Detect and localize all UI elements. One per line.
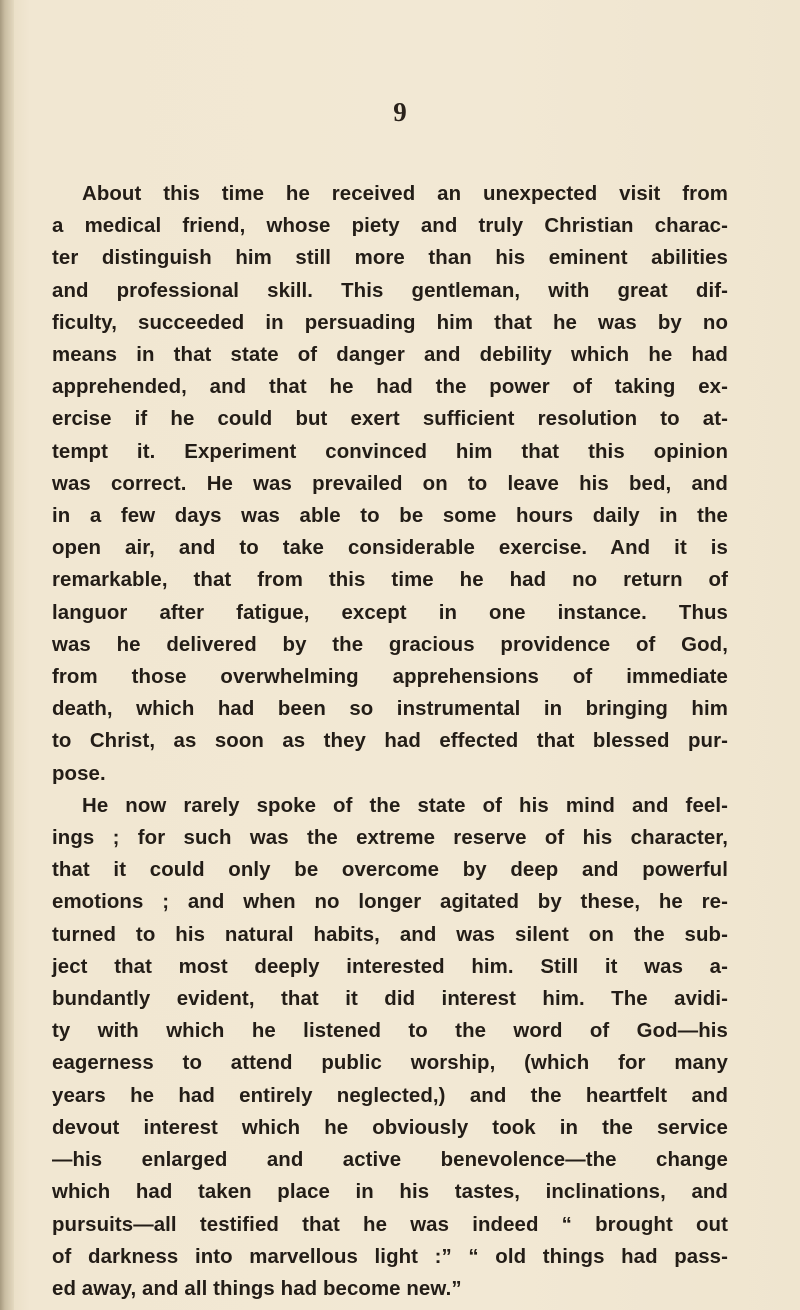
text-line: languor after fatigue, except in one instance. Thus xyxy=(52,601,728,624)
text-line: death, which had been so instrumental in bringing him xyxy=(52,698,728,721)
text-line: to Christ, as soon as they had effected that blessed pur- xyxy=(52,730,728,753)
text-line: ty with which he listened to the word of God—his xyxy=(52,1020,728,1043)
text-line: eagerness to attend public worship, (which for many xyxy=(52,1052,728,1075)
text-line: in a few days was able to be some hours daily in the xyxy=(52,505,728,528)
text-line: bundantly evident, that it did interest him. The avidi- xyxy=(52,988,728,1011)
text-line: ject that most deeply interested him. Still it was a- xyxy=(52,955,728,978)
paragraph-1 xyxy=(52,178,728,790)
text-line: which had taken place in his tastes, inclinations, and xyxy=(52,1181,728,1204)
text-line: emotions ; and when no longer agitated by these, he re- xyxy=(52,891,728,914)
text-line: tempt it. Experiment convinced him that this opinion xyxy=(52,440,728,463)
paragraph-2 xyxy=(52,790,728,1305)
page-gutter-shadow xyxy=(0,0,14,1310)
text-line: apprehended, and that he had the power of taking ex- xyxy=(52,376,728,399)
text-line: ercise if he could but exert sufficient resolution to at- xyxy=(52,408,728,431)
text-line: ficulty, succeeded in persuading him that he was by no xyxy=(52,311,728,334)
text-line: ed away, and all things had become new.” xyxy=(52,1277,462,1300)
body-text xyxy=(52,178,728,1305)
text-line: pose. xyxy=(52,762,106,785)
text-line: was correct. He was prevailed on to leave his bed, and xyxy=(52,472,728,495)
text-line: pursuits—all testified that he was indeed “ brought out xyxy=(52,1213,728,1236)
text-line: —his enlarged and active benevolence—the change xyxy=(52,1149,728,1172)
text-line: was he delivered by the gracious providence of God, xyxy=(52,633,728,656)
text-line: ter distinguish him still more than his eminent abilities xyxy=(52,247,728,270)
text-line: and professional skill. This gentleman, with great dif- xyxy=(52,279,728,302)
text-line: open air, and to take considerable exercise. And it is xyxy=(52,537,728,560)
text-line: He now rarely spoke of the state of his mind and feel- xyxy=(82,794,728,817)
text-line: means in that state of danger and debility which he had xyxy=(52,344,728,367)
text-line: remarkable, that from this time he had no return of xyxy=(52,569,728,592)
text-line: years he had entirely neglected,) and the heartfelt and xyxy=(52,1084,728,1107)
text-line: devout interest which he obviously took in the service xyxy=(52,1116,728,1139)
text-line: a medical friend, whose piety and truly Christian charac- xyxy=(52,215,728,238)
text-line: that it could only be overcome by deep and powerful xyxy=(52,859,728,882)
text-line: About this time he received an unexpected visit from xyxy=(82,183,728,205)
text-line: turned to his natural habits, and was silent on the sub- xyxy=(52,923,728,946)
page-number: 9 xyxy=(393,97,407,127)
text-line: of darkness into marvellous light :” “ old things had pass- xyxy=(52,1245,728,1268)
text-line: ings ; for such was the extreme reserve of his character, xyxy=(52,827,728,850)
text-line: from those overwhelming apprehensions of immediate xyxy=(52,666,728,689)
